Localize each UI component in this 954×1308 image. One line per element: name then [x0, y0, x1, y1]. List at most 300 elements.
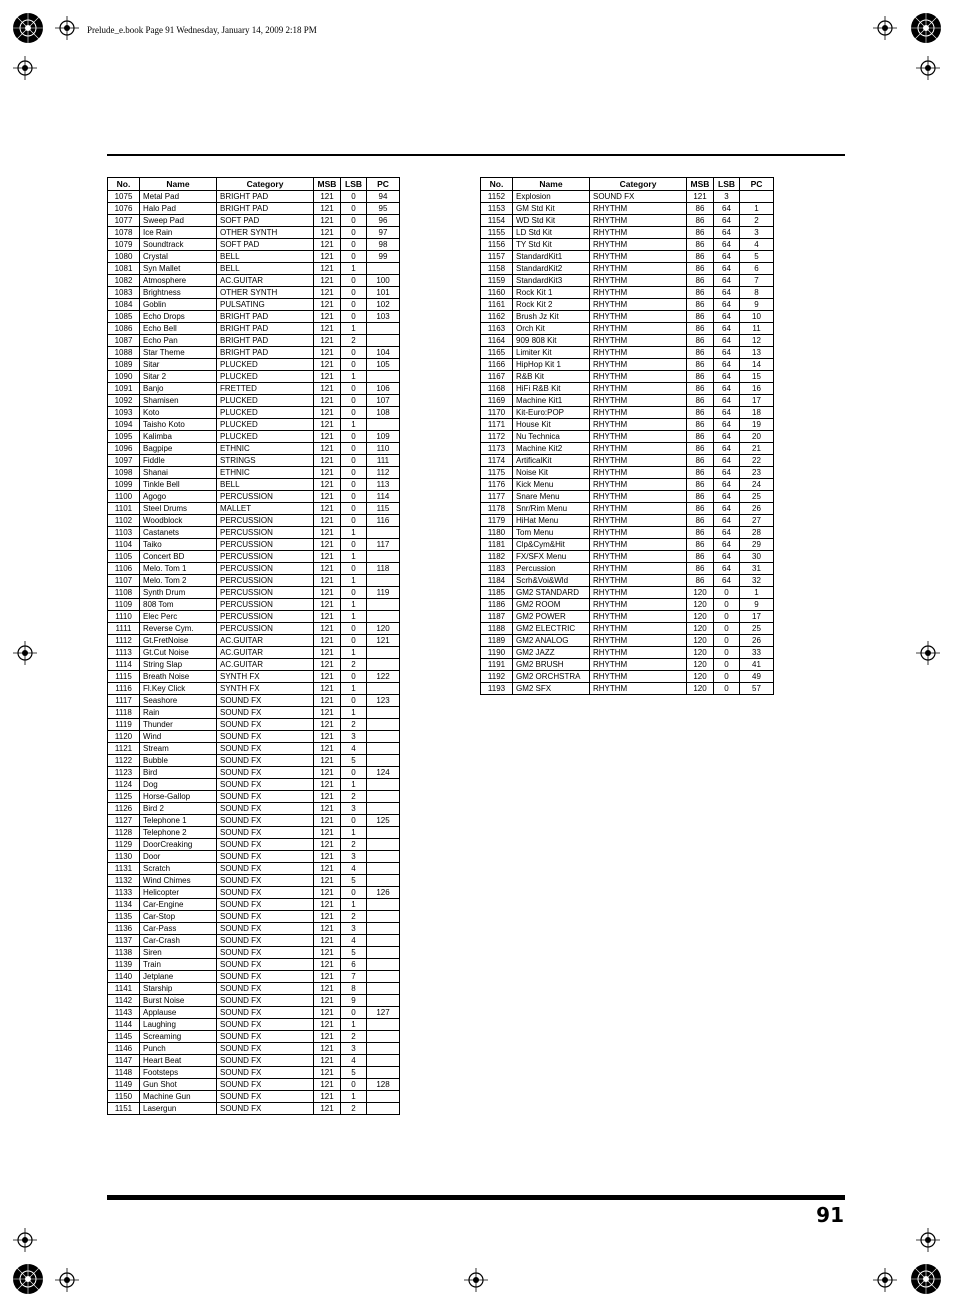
- cell-pc: [367, 551, 400, 563]
- cell-msb: 121: [314, 863, 341, 875]
- cell-lsb: 0: [341, 251, 367, 263]
- cell-no: 1124: [108, 779, 140, 791]
- col-header-no: No.: [108, 178, 140, 191]
- print-slug: Prelude_e.book Page 91 Wednesday, January 14, 2009 2:18 PM: [87, 25, 317, 35]
- cell-category: RHYTHM: [590, 467, 687, 479]
- cell-lsb: 0: [341, 515, 367, 527]
- table-row: [108, 851, 400, 863]
- table-row: [481, 407, 774, 419]
- cell-name: Metal Pad: [140, 191, 217, 203]
- table-row: [108, 215, 400, 227]
- cell-lsb: 64: [714, 311, 740, 323]
- cell-lsb: 4: [341, 1055, 367, 1067]
- cell-no: 1185: [481, 587, 513, 599]
- table-row: [481, 611, 774, 623]
- cell-category: ETHNIC: [217, 443, 314, 455]
- cell-lsb: 64: [714, 443, 740, 455]
- cell-lsb: 64: [714, 407, 740, 419]
- cell-pc: [367, 659, 400, 671]
- col-header-lsb: LSB: [341, 178, 367, 191]
- cell-no: 1094: [108, 419, 140, 431]
- cell-name: StandardKit2: [513, 263, 590, 275]
- cell-category: SOUND FX: [217, 995, 314, 1007]
- cell-name: Starship: [140, 983, 217, 995]
- cell-category: BRIGHT PAD: [217, 323, 314, 335]
- cell-msb: 121: [314, 467, 341, 479]
- cell-category: RHYTHM: [590, 671, 687, 683]
- cell-name: Stream: [140, 743, 217, 755]
- col-header-msb: MSB: [314, 178, 341, 191]
- cell-msb: 121: [314, 791, 341, 803]
- cell-pc: [367, 899, 400, 911]
- table-row: [108, 311, 400, 323]
- cell-pc: 26: [740, 635, 774, 647]
- cell-msb: 121: [314, 647, 341, 659]
- cell-lsb: 64: [714, 491, 740, 503]
- cell-msb: 121: [314, 395, 341, 407]
- cell-category: SOUND FX: [217, 1091, 314, 1103]
- cell-category: PLUCKED: [217, 359, 314, 371]
- cell-msb: 86: [687, 527, 714, 539]
- cell-lsb: 64: [714, 359, 740, 371]
- table-header-row: [108, 178, 400, 191]
- cell-msb: 86: [687, 215, 714, 227]
- cell-name: Horse-Gallop: [140, 791, 217, 803]
- cell-msb: 121: [314, 911, 341, 923]
- cell-lsb: 0: [341, 215, 367, 227]
- cell-lsb: 0: [714, 671, 740, 683]
- cell-no: 1137: [108, 935, 140, 947]
- cell-no: 1169: [481, 395, 513, 407]
- table-row: [481, 671, 774, 683]
- cell-msb: 120: [687, 671, 714, 683]
- table-row: [481, 443, 774, 455]
- cell-no: 1098: [108, 467, 140, 479]
- cell-name: HiHat Menu: [513, 515, 590, 527]
- cell-msb: 121: [314, 1079, 341, 1091]
- cell-msb: 86: [687, 299, 714, 311]
- cell-pc: [367, 971, 400, 983]
- cell-no: 1188: [481, 623, 513, 635]
- footer-rule: [107, 1195, 845, 1200]
- cell-lsb: 3: [714, 191, 740, 203]
- table-row: [108, 983, 400, 995]
- cell-pc: 118: [367, 563, 400, 575]
- cell-category: AC.GUITAR: [217, 635, 314, 647]
- cell-lsb: 0: [341, 431, 367, 443]
- cell-category: RHYTHM: [590, 419, 687, 431]
- cell-no: 1139: [108, 959, 140, 971]
- cell-name: Star Theme: [140, 347, 217, 359]
- cell-name: Telephone 1: [140, 815, 217, 827]
- cell-name: Gt.Cut Noise: [140, 647, 217, 659]
- table-row: [481, 455, 774, 467]
- cell-pc: 1: [740, 203, 774, 215]
- cell-category: SOUND FX: [217, 719, 314, 731]
- cell-category: SOUND FX: [217, 839, 314, 851]
- cell-no: 1193: [481, 683, 513, 695]
- cell-msb: 121: [314, 1019, 341, 1031]
- col-header-category: Category: [217, 178, 314, 191]
- cell-no: 1119: [108, 719, 140, 731]
- cell-category: SOUND FX: [217, 755, 314, 767]
- cell-msb: 121: [314, 455, 341, 467]
- cell-name: FX/SFX Menu: [513, 551, 590, 563]
- cell-pc: 31: [740, 563, 774, 575]
- cell-lsb: 0: [714, 647, 740, 659]
- cell-pc: 123: [367, 695, 400, 707]
- cell-name: Train: [140, 959, 217, 971]
- cell-pc: 119: [367, 587, 400, 599]
- cell-name: House Kit: [513, 419, 590, 431]
- table-row: [108, 551, 400, 563]
- cell-lsb: 0: [341, 503, 367, 515]
- cell-lsb: 0: [341, 587, 367, 599]
- cell-category: RHYTHM: [590, 203, 687, 215]
- cell-no: 1079: [108, 239, 140, 251]
- cell-no: 1091: [108, 383, 140, 395]
- cell-msb: 121: [314, 479, 341, 491]
- cell-category: SOUND FX: [217, 947, 314, 959]
- cell-msb: 121: [314, 1091, 341, 1103]
- cell-msb: 121: [314, 431, 341, 443]
- cell-category: RHYTHM: [590, 527, 687, 539]
- cell-no: 1081: [108, 263, 140, 275]
- cell-msb: 120: [687, 647, 714, 659]
- cell-lsb: 1: [341, 899, 367, 911]
- cell-no: 1100: [108, 491, 140, 503]
- cell-no: 1132: [108, 875, 140, 887]
- cell-pc: [367, 863, 400, 875]
- cell-name: String Slap: [140, 659, 217, 671]
- cell-msb: 121: [314, 407, 341, 419]
- cell-lsb: 1: [341, 779, 367, 791]
- cell-name: Laughing: [140, 1019, 217, 1031]
- cell-category: RHYTHM: [590, 275, 687, 287]
- cell-lsb: 2: [341, 335, 367, 347]
- cell-no: 1088: [108, 347, 140, 359]
- cell-lsb: 64: [714, 215, 740, 227]
- cell-lsb: 0: [341, 635, 367, 647]
- cell-pc: 2: [740, 215, 774, 227]
- cell-no: 1134: [108, 899, 140, 911]
- cell-msb: 121: [314, 491, 341, 503]
- cell-no: 1154: [481, 215, 513, 227]
- cell-pc: 22: [740, 455, 774, 467]
- cell-lsb: 64: [714, 395, 740, 407]
- cell-lsb: 7: [341, 971, 367, 983]
- cell-lsb: 0: [341, 443, 367, 455]
- table-row: [108, 299, 400, 311]
- cell-msb: 121: [314, 743, 341, 755]
- cell-no: 1165: [481, 347, 513, 359]
- table-row: [108, 1019, 400, 1031]
- cell-name: Melo. Tom 1: [140, 563, 217, 575]
- cell-category: PERCUSSION: [217, 515, 314, 527]
- table-row: [481, 431, 774, 443]
- cell-lsb: 64: [714, 551, 740, 563]
- cell-no: 1096: [108, 443, 140, 455]
- cell-name: Kalimba: [140, 431, 217, 443]
- cell-msb: 121: [314, 587, 341, 599]
- cell-lsb: 64: [714, 251, 740, 263]
- table-row: [481, 323, 774, 335]
- table-row: [108, 1091, 400, 1103]
- table-row: [108, 611, 400, 623]
- cell-name: Punch: [140, 1043, 217, 1055]
- cell-pc: [367, 839, 400, 851]
- cell-name: GM2 POWER: [513, 611, 590, 623]
- cell-name: Siren: [140, 947, 217, 959]
- cell-name: Elec Perc: [140, 611, 217, 623]
- cell-lsb: 3: [341, 731, 367, 743]
- cell-lsb: 1: [341, 551, 367, 563]
- table-row: [108, 635, 400, 647]
- cell-name: Breath Noise: [140, 671, 217, 683]
- table-row: [481, 659, 774, 671]
- cell-msb: 86: [687, 323, 714, 335]
- cell-no: 1150: [108, 1091, 140, 1103]
- cell-name: Burst Noise: [140, 995, 217, 1007]
- table-row: [108, 575, 400, 587]
- cell-no: 1180: [481, 527, 513, 539]
- cell-pc: [367, 419, 400, 431]
- cell-category: PERCUSSION: [217, 551, 314, 563]
- cell-msb: 121: [314, 803, 341, 815]
- cell-msb: 121: [314, 983, 341, 995]
- cell-no: 1162: [481, 311, 513, 323]
- cell-no: 1145: [108, 1031, 140, 1043]
- cell-lsb: 64: [714, 347, 740, 359]
- table-row: [108, 539, 400, 551]
- cell-category: RHYTHM: [590, 539, 687, 551]
- table-row: [108, 467, 400, 479]
- table-row: [481, 527, 774, 539]
- table-row: [481, 623, 774, 635]
- cell-category: MALLET: [217, 503, 314, 515]
- cell-lsb: 1: [341, 611, 367, 623]
- cell-category: RHYTHM: [590, 587, 687, 599]
- table-row: [108, 407, 400, 419]
- cell-lsb: 64: [714, 527, 740, 539]
- cell-pc: 10: [740, 311, 774, 323]
- cell-lsb: 64: [714, 335, 740, 347]
- cell-msb: 86: [687, 359, 714, 371]
- cell-msb: 121: [314, 719, 341, 731]
- cell-lsb: 1: [341, 707, 367, 719]
- cell-no: 1167: [481, 371, 513, 383]
- cell-name: Bagpipe: [140, 443, 217, 455]
- cell-no: 1187: [481, 611, 513, 623]
- cell-msb: 121: [314, 215, 341, 227]
- table-row: [108, 443, 400, 455]
- table-row: [108, 755, 400, 767]
- patch-table-right: [480, 177, 774, 695]
- cell-category: AC.GUITAR: [217, 647, 314, 659]
- cell-category: PERCUSSION: [217, 623, 314, 635]
- cell-category: RHYTHM: [590, 635, 687, 647]
- cell-category: RHYTHM: [590, 407, 687, 419]
- cell-category: BRIGHT PAD: [217, 311, 314, 323]
- cell-lsb: 6: [341, 959, 367, 971]
- cell-name: Syn Mallet: [140, 263, 217, 275]
- cell-lsb: 0: [341, 359, 367, 371]
- registration-mark-icon: [464, 1268, 488, 1292]
- cell-category: RHYTHM: [590, 611, 687, 623]
- cell-no: 1127: [108, 815, 140, 827]
- registration-mark-icon: [13, 1228, 37, 1252]
- cell-no: 1087: [108, 335, 140, 347]
- cell-name: Brightness: [140, 287, 217, 299]
- cell-name: Atmosphere: [140, 275, 217, 287]
- cell-name: Rock Kit 1: [513, 287, 590, 299]
- cell-msb: 86: [687, 491, 714, 503]
- cell-msb: 86: [687, 371, 714, 383]
- cell-msb: 86: [687, 503, 714, 515]
- cell-category: SOUND FX: [217, 695, 314, 707]
- cell-category: RHYTHM: [590, 551, 687, 563]
- cell-pc: [367, 1031, 400, 1043]
- cell-pc: [367, 803, 400, 815]
- cell-category: SOUND FX: [217, 815, 314, 827]
- cell-name: StandardKit1: [513, 251, 590, 263]
- cell-msb: 121: [314, 203, 341, 215]
- table-row: [108, 647, 400, 659]
- cell-pc: [367, 923, 400, 935]
- cell-name: Percussion: [513, 563, 590, 575]
- cell-name: Sitar 2: [140, 371, 217, 383]
- cell-category: RHYTHM: [590, 311, 687, 323]
- cell-msb: 120: [687, 611, 714, 623]
- cell-lsb: 1: [341, 827, 367, 839]
- cell-lsb: 0: [714, 683, 740, 695]
- cell-no: 1189: [481, 635, 513, 647]
- cell-msb: 86: [687, 203, 714, 215]
- table-row: [481, 311, 774, 323]
- cell-msb: 121: [687, 191, 714, 203]
- cell-no: 1157: [481, 251, 513, 263]
- cell-pc: [367, 1067, 400, 1079]
- cell-category: RHYTHM: [590, 575, 687, 587]
- table-row: [108, 623, 400, 635]
- cell-name: Echo Drops: [140, 311, 217, 323]
- cell-pc: [367, 791, 400, 803]
- cell-no: 1172: [481, 431, 513, 443]
- cell-no: 1159: [481, 275, 513, 287]
- cell-name: Limiter Kit: [513, 347, 590, 359]
- cell-name: Fl.Key Click: [140, 683, 217, 695]
- cell-name: GM2 SFX: [513, 683, 590, 695]
- cell-name: HiFi R&B Kit: [513, 383, 590, 395]
- cell-no: 1101: [108, 503, 140, 515]
- printer-starburst-icon: [12, 12, 44, 44]
- table-row: [108, 563, 400, 575]
- cell-name: Clp&Cym&Hit: [513, 539, 590, 551]
- cell-category: OTHER SYNTH: [217, 287, 314, 299]
- cell-pc: [367, 947, 400, 959]
- cell-pc: 102: [367, 299, 400, 311]
- cell-category: BELL: [217, 251, 314, 263]
- cell-no: 1095: [108, 431, 140, 443]
- cell-msb: 121: [314, 419, 341, 431]
- cell-msb: 121: [314, 599, 341, 611]
- cell-msb: 121: [314, 551, 341, 563]
- table-row: [108, 203, 400, 215]
- cell-name: Bird 2: [140, 803, 217, 815]
- cell-msb: 121: [314, 311, 341, 323]
- cell-lsb: 64: [714, 203, 740, 215]
- cell-category: SOUND FX: [217, 1007, 314, 1019]
- table-row: [108, 671, 400, 683]
- cell-lsb: 1: [341, 419, 367, 431]
- cell-no: 1122: [108, 755, 140, 767]
- cell-name: GM2 BRUSH: [513, 659, 590, 671]
- cell-pc: 107: [367, 395, 400, 407]
- cell-lsb: 0: [714, 599, 740, 611]
- cell-no: 1105: [108, 551, 140, 563]
- cell-category: SOUND FX: [217, 983, 314, 995]
- cell-category: ETHNIC: [217, 467, 314, 479]
- cell-msb: 121: [314, 239, 341, 251]
- cell-lsb: 0: [341, 275, 367, 287]
- cell-no: 1089: [108, 359, 140, 371]
- cell-no: 1102: [108, 515, 140, 527]
- cell-lsb: 64: [714, 503, 740, 515]
- cell-no: 1112: [108, 635, 140, 647]
- table-row: [481, 359, 774, 371]
- cell-msb: 120: [687, 587, 714, 599]
- table-row: [481, 191, 774, 203]
- cell-name: Noise Kit: [513, 467, 590, 479]
- table-row: [481, 395, 774, 407]
- cell-pc: [367, 719, 400, 731]
- table-row: [108, 1055, 400, 1067]
- cell-pc: 19: [740, 419, 774, 431]
- cell-msb: 121: [314, 1031, 341, 1043]
- cell-category: SOUND FX: [590, 191, 687, 203]
- cell-lsb: 0: [341, 455, 367, 467]
- cell-name: Wind Chimes: [140, 875, 217, 887]
- registration-mark-icon: [13, 641, 37, 665]
- cell-category: RHYTHM: [590, 347, 687, 359]
- printer-starburst-icon: [12, 1263, 44, 1295]
- cell-pc: [367, 1091, 400, 1103]
- cell-lsb: 1: [341, 263, 367, 275]
- cell-lsb: 0: [341, 815, 367, 827]
- cell-lsb: 1: [341, 323, 367, 335]
- cell-no: 1131: [108, 863, 140, 875]
- cell-category: RHYTHM: [590, 623, 687, 635]
- cell-msb: 121: [314, 947, 341, 959]
- table-row: [108, 455, 400, 467]
- cell-pc: 100: [367, 275, 400, 287]
- cell-category: RHYTHM: [590, 479, 687, 491]
- cell-msb: 86: [687, 383, 714, 395]
- cell-category: RHYTHM: [590, 659, 687, 671]
- printer-starburst-icon: [910, 12, 942, 44]
- table-row: [108, 323, 400, 335]
- cell-category: RHYTHM: [590, 431, 687, 443]
- cell-pc: 57: [740, 683, 774, 695]
- cell-no: 1093: [108, 407, 140, 419]
- cell-name: Steel Drums: [140, 503, 217, 515]
- cell-pc: 4: [740, 239, 774, 251]
- cell-msb: 121: [314, 755, 341, 767]
- cell-msb: 121: [314, 671, 341, 683]
- cell-pc: 128: [367, 1079, 400, 1091]
- cell-name: Gun Shot: [140, 1079, 217, 1091]
- cell-category: BRIGHT PAD: [217, 191, 314, 203]
